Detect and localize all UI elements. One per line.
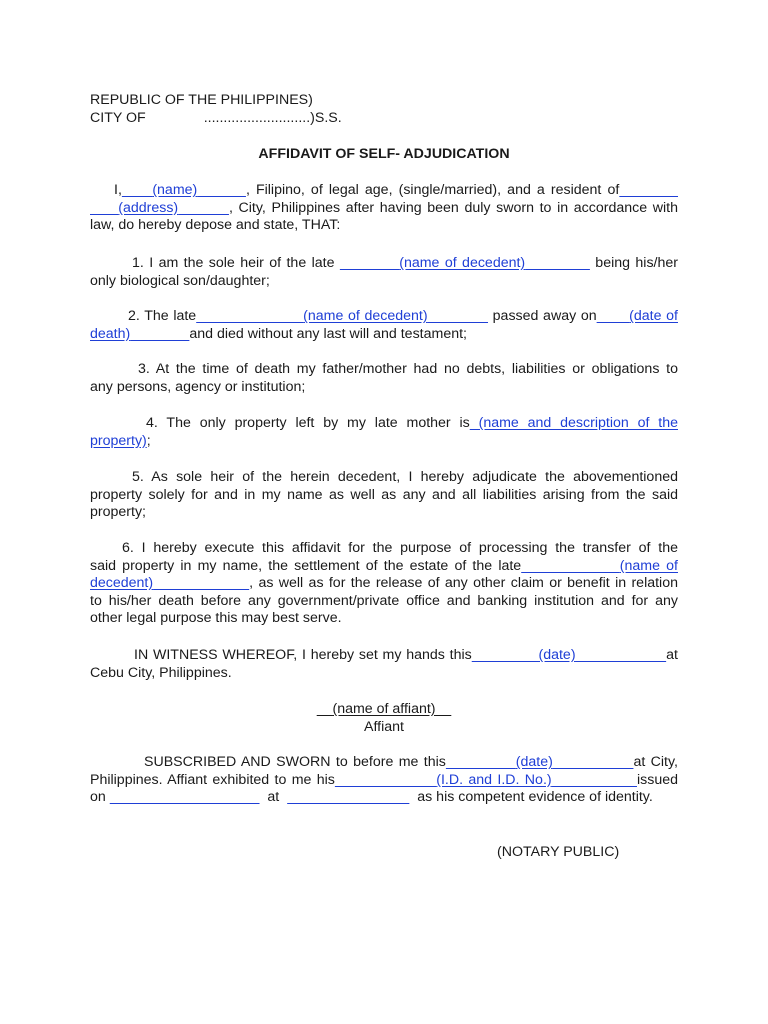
affiant-name-line <box>0 701 768 719</box>
date-placeholder: (date) <box>538 647 576 663</box>
intro-paragraph: I, (name) , Filipino, of legal age, (single/married), and a resident of (address) , City, Philippines after having been duly sworn to in accordance with law, do hereby depose and state, THAT: <box>90 182 678 233</box>
header-city-dots: ...........................)S.S. <box>203 110 342 126</box>
paragraph-1: 1. I am the sole heir of the late (name of decedent) being his/her only biological son/daughter; <box>90 255 678 289</box>
issued-on-blank <box>110 789 260 805</box>
date-of-death-placeholder: (date of <box>629 308 678 324</box>
notary-public-label: (NOTARY PUBLIC) <box>497 844 620 860</box>
date-placeholder: (date) <box>515 754 553 770</box>
decedent-placeholder: (name of decedent) <box>303 308 428 324</box>
name-placeholder: (name) <box>152 182 198 198</box>
property-placeholder: (name and description of the <box>469 415 678 431</box>
subscribed-paragraph: SUBSCRIBED AND SWORN to before me this (date) at City, Philippines. Affiant exhibited to me his (I.D. and I.D. No.) issued on at as his competent evidence of identity. <box>90 754 678 805</box>
witness-paragraph: IN WITNESS WHEREOF, I hereby set my hands this (date) at Cebu City, Philippines. <box>90 647 678 681</box>
paragraph-3: 3. At the time of death my father/mother had no debts, liabilities or obligations to any persons, agency or institution; <box>90 361 678 395</box>
affiant-label: Affiant <box>364 719 404 735</box>
id-placeholder: (I.D. and I.D. No.) <box>436 771 552 788</box>
paragraph-5: 5. As sole heir of the herein decedent, I hereby adjudicate the abovementioned property solely for and in my name as well as any and all liabilities arising from the said property; <box>90 469 678 520</box>
header-city-line <box>90 110 342 128</box>
paragraph-6: 6. I hereby execute this affidavit for the purpose of processing the transfer of the said property in my name, the settlement of the estate of the late (name of decedent) , as well as for the release of any other claim or benefit in relation to his/her death before any government/private office and banking institution and for any other legal purpose this may best serve. <box>90 540 678 626</box>
paragraph-2: 2. The late (name of decedent) passed away on (date of death) and died without any last will and testament; <box>90 308 678 342</box>
issued-at-blank <box>287 789 409 805</box>
paragraph-4: 4. The only property left by my late mother is (name and description of the property); <box>90 415 678 449</box>
header-republic: REPUBLIC OF THE PHILIPPINES) <box>90 92 313 108</box>
decedent-placeholder: (name of <box>619 557 678 574</box>
decedent-placeholder: (name of decedent) <box>399 255 526 271</box>
affiant-name-placeholder: (name of affiant) <box>332 701 436 717</box>
address-placeholder: (address) <box>118 199 179 216</box>
document-title: AFFIDAVIT OF SELF- ADJUDICATION <box>258 146 510 162</box>
header-city-label: CITY OF <box>90 110 146 126</box>
